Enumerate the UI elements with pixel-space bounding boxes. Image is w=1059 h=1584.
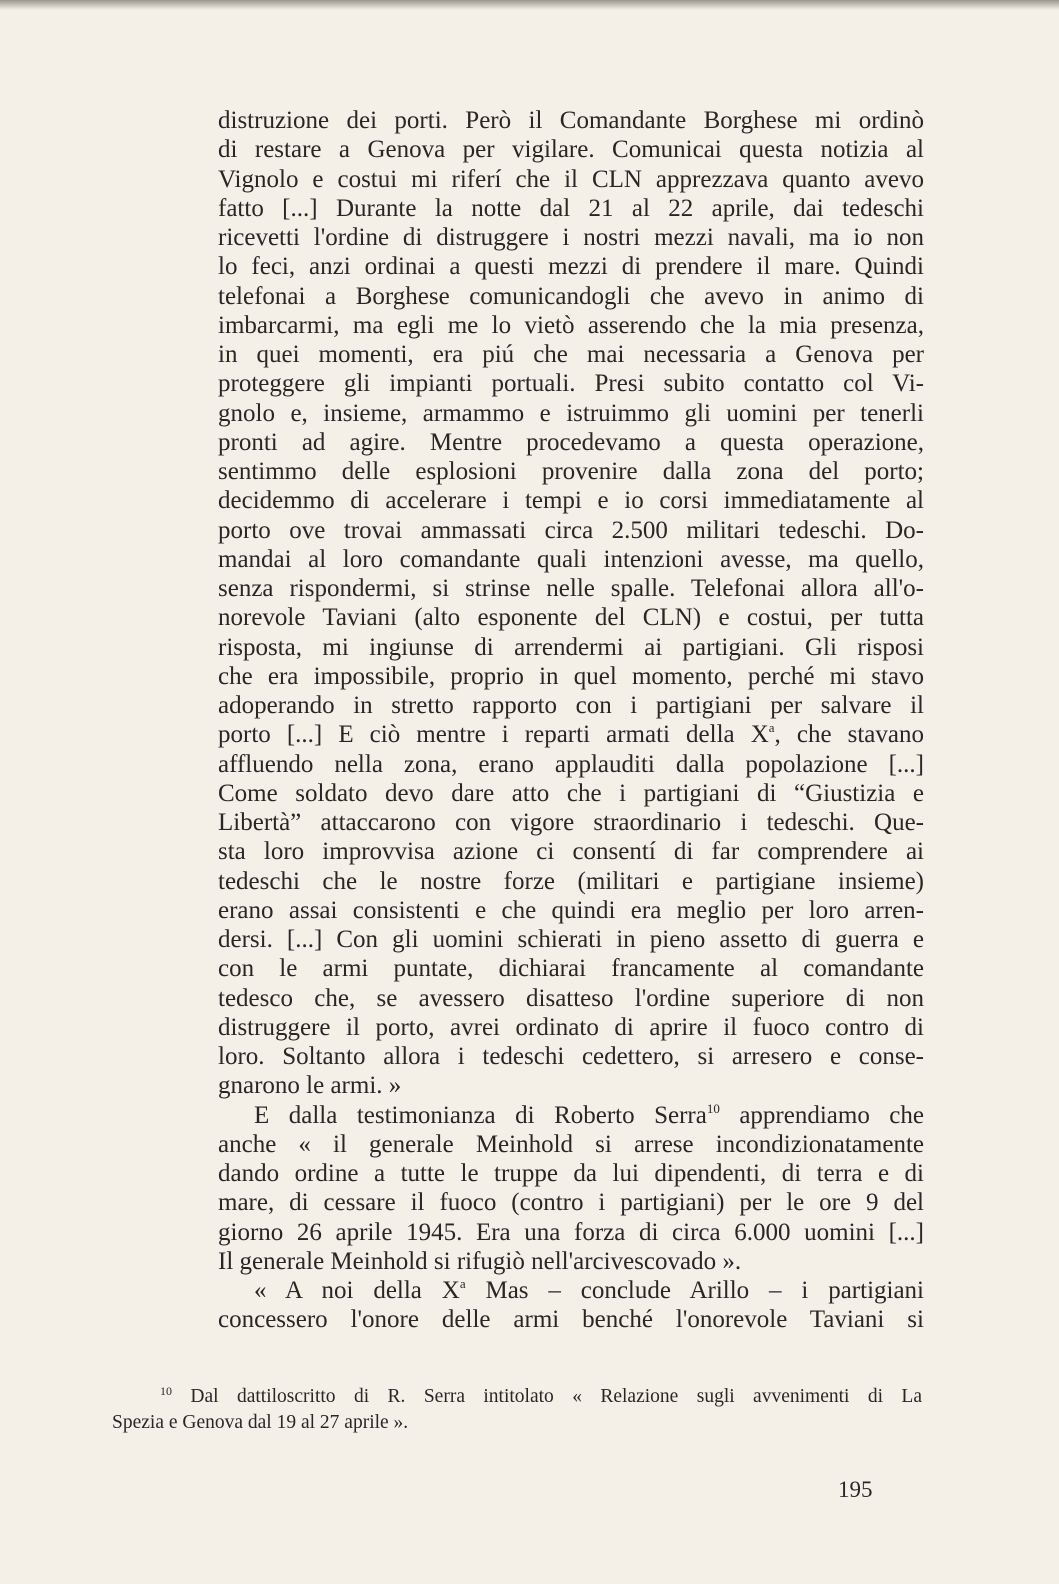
text-line: senza rispondermi, si strinse nelle spalle. Telefonai allora all'o- — [218, 575, 924, 602]
text-line: dando ordine a tutte le truppe da lui dipendenti, di terra e di — [218, 1160, 924, 1187]
text-line — [218, 1276, 924, 1305]
text-line: con le armi puntate, dichiarai francamente al comandante — [218, 955, 924, 983]
main-text — [218, 106, 924, 1335]
text-run: « A noi della X — [254, 1277, 460, 1304]
text-line: adoperando in stretto rapporto con i partigiani per salvare il — [218, 692, 924, 719]
footnote-reference: 10 — [706, 1100, 720, 1116]
text-line: dersi. [...] Con gli uomini schierati in pieno assetto di guerra e — [218, 926, 924, 953]
text-line: Libertà” attaccarono con vigore straordinario i tedeschi. Que- — [218, 809, 924, 836]
footnote — [112, 1384, 922, 1436]
text-line: che era impossibile, proprio in quel momento, perché mi stavo — [218, 662, 924, 690]
superscript: a — [768, 720, 775, 736]
text-line: lo feci, anzi ordinai a questi mezzi di prendere il mare. Quindi — [218, 253, 924, 281]
text-line: distruggere il porto, avrei ordinato di aprire il fuoco contro di — [218, 1013, 924, 1041]
text-run: apprendiamo che — [719, 1101, 925, 1129]
text-line: mare, di cessare il fuoco (contro i partigiani) per le ore 9 del — [218, 1189, 924, 1217]
text-line: loro. Soltanto allora i tedeschi cedettero, si arresero e conse- — [218, 1043, 924, 1070]
scan-edge-shadow — [0, 0, 1059, 10]
footnote-line — [112, 1384, 922, 1410]
text-line: di restare a Genova per vigilare. Comunicai questa notizia al — [218, 136, 924, 164]
text-line: affluendo nella zona, erano applauditi dalla popolazione [...] — [218, 750, 924, 778]
text-run: Mas – conclude Arillo – i partigiani — [465, 1277, 924, 1304]
text-line: Vignolo e costui mi riferí che il CLN apprezzava quanto avevo — [218, 165, 924, 193]
text-line: sentimmo delle esplosioni provenire dalla zona del porto; — [218, 458, 924, 485]
text-line: anche « il generale Meinhold si arrese incondizionatamente — [218, 1130, 924, 1158]
text-line: norevole Taviani (alto esponente del CLN) e costui, per tutta — [218, 604, 924, 632]
text-line: ricevetti l'ordine di distruggere i nostri mezzi navali, ma io non — [218, 224, 924, 251]
text-line: giorno 26 aprile 1945. Era una forza di circa 6.000 uomini [...] — [218, 1218, 924, 1246]
page-number: 195 — [838, 1477, 873, 1502]
text-line: Il generale Meinhold si rifugiò nell'arcivescovado ». — [218, 1247, 742, 1275]
text-line: decidemmo di accelerare i tempi e io corsi immediatamente al — [218, 487, 924, 515]
text-run: E dalla testimonianza di Roberto Serra — [254, 1101, 707, 1129]
footnote-text: Dal dattiloscritto di R. Serra intitolato « Relazione sugli avvenimenti di La — [190, 1386, 922, 1407]
footnote-marker: 10 — [160, 1384, 172, 1398]
text-line: erano assai consistenti e che quindi era meglio per loro arren- — [218, 896, 924, 924]
text-line: distruzione dei porti. Però il Comandante Borghese mi ordinò — [218, 107, 924, 134]
text-line: telefonai a Borghese comunicandogli che avevo in animo di — [218, 282, 924, 310]
text-line: imbarcarmi, ma egli me lo vietò asserendo che la mia presenza, — [218, 311, 924, 339]
text-line: tedesco che, se avessero disatteso l'ordine superiore di non — [218, 984, 924, 1012]
text-line: Come soldato devo dare atto che i partigiani di “Giustizia e — [218, 779, 924, 807]
text-line: porto ove trovai ammassati circa 2.500 militari tedeschi. Do- — [218, 516, 924, 544]
text-run: porto [...] E ciò mentre i reparti armati della X — [218, 721, 769, 749]
text-run: , che stavano — [774, 721, 924, 749]
text-line: risposta, mi ingiunse di arrendermi ai partigiani. Gli risposi — [218, 633, 924, 661]
text-line: concessero l'onore delle armi benché l'onorevole Taviani si — [218, 1306, 924, 1334]
text-line: tedeschi che le nostre forze (militari e partigiane insieme) — [218, 867, 924, 895]
text-line: gnarono le armi. » — [218, 1072, 402, 1100]
text-line — [218, 1101, 924, 1130]
superscript: a — [459, 1276, 466, 1291]
text-line: fatto [...] Durante la notte dal 21 al 22 aprile, dai tedeschi — [218, 194, 924, 222]
text-line: proteggere gli impianti portuali. Presi subito contatto col Vi- — [218, 370, 924, 398]
text-line: in quei momenti, era piú che mai necessaria a Genova per — [218, 341, 924, 368]
text-line: pronti ad agire. Mentre procedevamo a questa operazione, — [218, 428, 924, 456]
text-line — [218, 720, 924, 749]
text-line: gnolo e, insieme, armammo e istruimmo gli uomini per tenerli — [218, 399, 924, 427]
footnote-line: Spezia e Genova dal 19 al 27 aprile ». — [112, 1412, 409, 1433]
text-line: mandai al loro comandante quali intenzioni avesse, ma quello, — [218, 545, 924, 573]
text-line: sta loro improvvisa azione ci consentí di far comprendere ai — [218, 838, 924, 866]
